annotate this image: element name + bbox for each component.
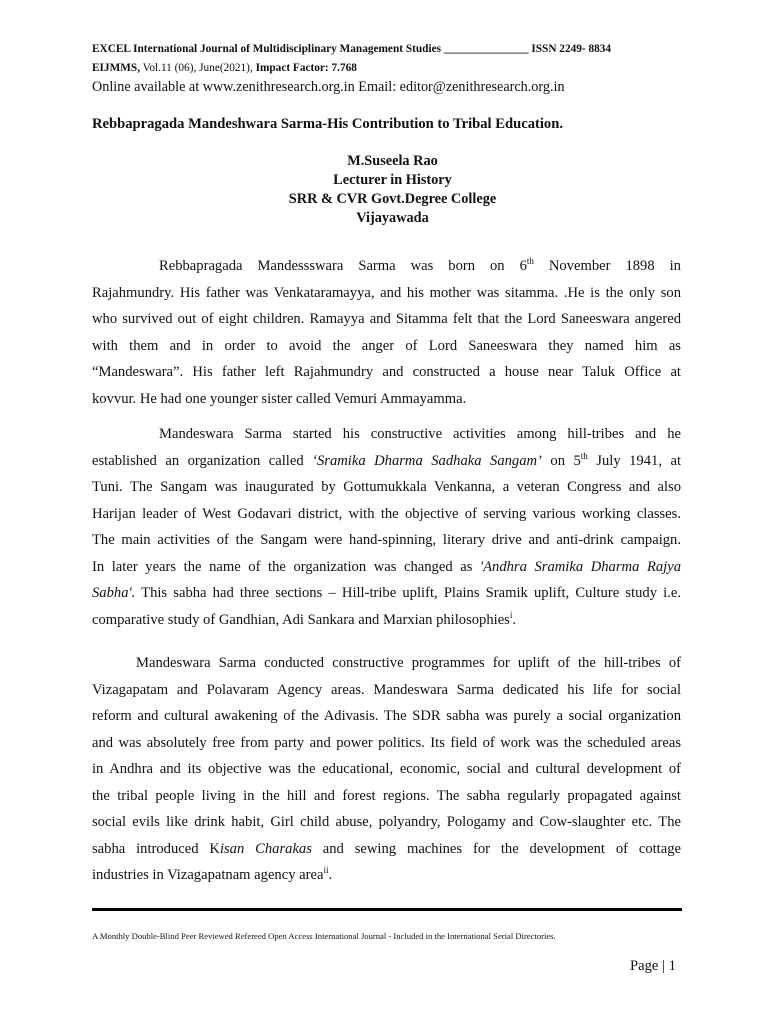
paragraph-1-line-6: kovvur. He had one younger sister called Vemuri Ammayamma. bbox=[92, 390, 467, 407]
author-college: SRR & CVR Govt.Degree College bbox=[288, 191, 497, 207]
paragraph-2-line-3: Tuni. The Sangam was inaugurated by Gottumukkala Venkanna, a veteran Congress and also bbox=[92, 479, 681, 495]
author-name: M.Suseela Rao bbox=[347, 153, 438, 169]
paragraph-2-line-5: The main activities of the Sangam were hand-spinning, literary drive and anti-drink campaign. bbox=[92, 532, 681, 548]
journal-volume-line bbox=[92, 62, 357, 74]
paragraph-3-line-6: the tribal people living in the hill and forest regions. The sabha regularly propagated against bbox=[92, 787, 681, 804]
volume-info: Vol.11 (06), June(2021), bbox=[140, 62, 256, 74]
page-number: Page | 1 bbox=[630, 958, 676, 974]
paragraph-3-line-7: social evils like drink habit, Girl child abuse, polyandry, Pologamy and Cow-slaughter etc. The bbox=[92, 814, 681, 830]
footer-note: A Monthly Double-Blind Peer Reviewed Refereed Open Access International Journal - Included in the International Serial Directories. bbox=[92, 931, 556, 941]
paragraph-3-line-5: in Andhra and its objective was the educational, economic, social and cultural development of bbox=[92, 761, 681, 777]
eijmms-label: EIJMMS, bbox=[92, 62, 141, 74]
paragraph-1-line-3: who survived out of eight children. Ramayya and Sitamma felt that the Lord Saneeswara angered bbox=[92, 311, 681, 327]
author-position: Lecturer in History bbox=[333, 172, 452, 188]
author-city: Vijayawada bbox=[356, 210, 429, 226]
paragraph-3-line-3: reform and cultural awakening of the Adivasis. The SDR sabha was purely a social organization bbox=[92, 708, 681, 724]
paragraph-3-line-4: and was absolutely free from party and power politics. Its field of work was the scheduled areas bbox=[92, 734, 681, 751]
paragraph-1-line-4: with them and in order to avoid the anger of Lord Saneeswara they named him as bbox=[92, 337, 681, 354]
paragraph-2-line-2: established an organization called ‘Sramika Dharma Sadhaka Sangam’ on 5th July 1941, at bbox=[92, 450, 681, 469]
author-block bbox=[0, 152, 770, 228]
paragraph-2-line-8: comparative study of Gandhian, Adi Sankara and Marxian philosophies$^i$. bbox=[92, 609, 517, 628]
paragraph-2 bbox=[92, 421, 681, 633]
paragraph-2-line-4: Harijan leader of West Godavari district, with the objective of serving various working classes. bbox=[92, 505, 681, 522]
paragraph-3-line-2: Vizagapatam and Polavaram Agency areas. Mandeswara Sarma dedicated his life for social bbox=[92, 681, 681, 698]
article-title: Rebbapragada Mandeshwara Sarma-His Contribution to Tribal Education. bbox=[92, 116, 563, 132]
journal-header-line: EXCEL International Journal of Multidisciplinary Management Studies _______________ ISSN 2249- 8834 bbox=[92, 43, 612, 55]
paragraph-2-line-6: In later years the name of the organization was changed as 'Andhra Sramika Dharma Rajya bbox=[92, 558, 681, 575]
impact-factor: Impact Factor: 7.768 bbox=[255, 62, 357, 74]
paragraph-3-line-9: industries in Vizagapatnam agency area$^{ii}$. bbox=[92, 865, 333, 883]
paragraph-3 bbox=[92, 650, 681, 889]
paragraph-2-line-1: Mandeswara Sarma started his constructive activities among hill-tribes and he bbox=[159, 426, 681, 442]
paragraph-3-line-8: sabha introduced Kisan Charakas and sewing machines for the development of cottage bbox=[92, 840, 681, 857]
paragraph-2-line-7: Sabha'. This sabha had three sections – Hill-tribe uplift, Plains Sramik uplift, Culture study i.e. bbox=[92, 585, 681, 601]
paragraph-1 bbox=[92, 253, 681, 412]
paragraph-1-line-1: Rebbapragada Mandessswara Sarma was born on 6th November 1898 in bbox=[159, 256, 681, 274]
paragraph-1-line-2: Rajahmundry. His father was Venkataramayya, and his mother was sitamma. .He is the only son bbox=[92, 284, 681, 301]
paragraph-3-line-1: Mandeswara Sarma conducted constructive programmes for uplift of the hill-tribes of bbox=[136, 655, 681, 671]
footer-divider bbox=[92, 908, 682, 911]
paragraph-1-line-5: “Mandeswara”. His father left Rajahmundry and constructed a house near Taluk Office at bbox=[92, 364, 681, 380]
online-availability-line: Online available at www.zenithresearch.org.in Email: editor@zenithresearch.org.in bbox=[92, 79, 565, 95]
